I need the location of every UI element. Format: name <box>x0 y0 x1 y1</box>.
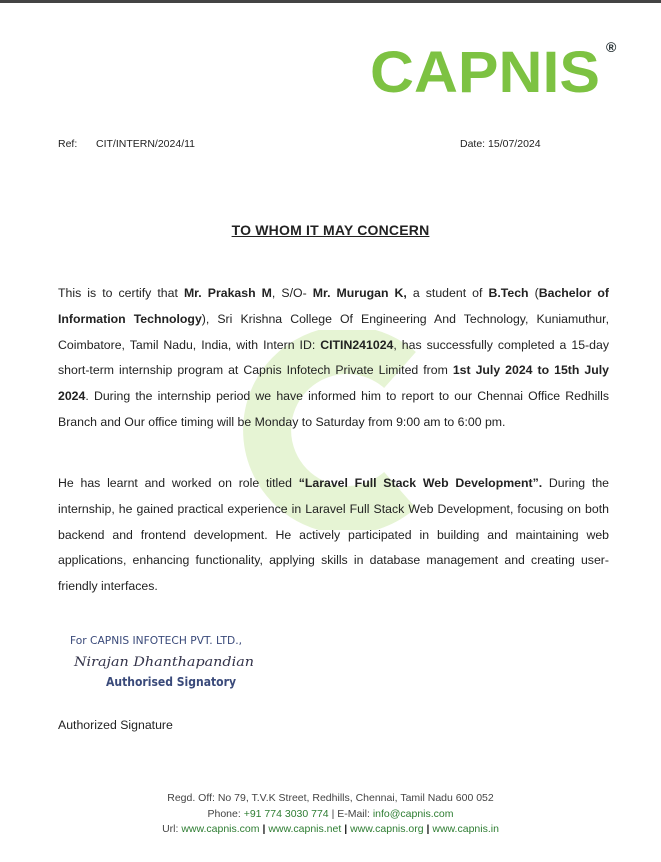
role-title: “Laravel Full Stack Web Development”. <box>298 476 543 490</box>
father-name: Mr. Murugan K, <box>312 286 407 300</box>
top-rule <box>0 0 661 3</box>
p2-text-1: He has learnt and worked on role titled <box>58 476 299 490</box>
reference <box>58 138 195 150</box>
p1-text-5: ), Sri Krishna College Of Engineering And Technology, Kuniamuthur, Coimbatore, Tamil Nadu, India, with Intern ID: <box>58 311 609 352</box>
degree: B.Tech <box>488 286 529 300</box>
intern-id: CITIN241024 <box>320 337 394 352</box>
intern-name: Mr. Prakash M <box>183 286 272 300</box>
p1-text-7: . During the internship period we have informed him to report to our Chennai Office Redhills Branch and Our office timing will be Monday to Saturday from 9:00 am to 6:00 pm. <box>58 389 609 429</box>
url-link-net[interactable]: www.capnis.net <box>268 823 342 835</box>
url-link-in[interactable]: www.capnis.in <box>432 823 499 835</box>
degree-full: Bachelor of Information Technology <box>58 286 610 326</box>
capnis-logo <box>368 34 623 100</box>
url-link-com[interactable]: www.capnis.com <box>181 823 260 835</box>
p1-text-6: , has successfully completed a 15-day short-term internship program at Capnis Infotech Private Limited from <box>58 337 609 378</box>
date-label: Date: <box>460 138 486 150</box>
p1-text-1: This is to certify that <box>58 286 184 300</box>
url-separator: | <box>426 823 430 835</box>
footer <box>0 791 661 838</box>
email-label: E-Mail: <box>337 807 373 820</box>
footer-urls <box>0 822 661 838</box>
p2-text-2: During the internship, he gained practical experience in Laravel Full Stack Web Development, focusing on both backend and frontend development. He actively participated in building and maintaining web applications, enhancing functionality, applying skills in database management and creating user-friendly interfaces. <box>58 476 609 594</box>
url-link-org[interactable]: www.capnis.org <box>350 823 424 835</box>
url-separator: | <box>344 823 348 835</box>
logo-registered-mark: ® <box>606 39 617 55</box>
page-title: TO WHOM IT MAY CONCERN <box>231 222 430 238</box>
date <box>460 138 541 150</box>
url-label: Url: <box>162 823 182 835</box>
stamp-signatory-line: Authorised Signatory <box>106 675 237 689</box>
certificate-paragraph-1 <box>58 281 609 436</box>
p1-text-3: a student of <box>406 286 489 300</box>
url-separator: | <box>262 823 266 835</box>
p1-text-4: ( <box>528 286 539 300</box>
date-value: 15/07/2024 <box>488 138 541 150</box>
p1-text-2: , S/O- <box>271 286 313 300</box>
signatory-stamp <box>70 630 270 692</box>
email-link[interactable]: info@capnis.com <box>372 807 454 820</box>
internship-dates: 1st July 2024 to 15th July 2024 <box>58 363 609 404</box>
handwritten-signature: Nirajan Dhanthapandian <box>72 655 254 670</box>
ref-value: CIT/INTERN/2024/11 <box>96 138 196 150</box>
phone-label: Phone: <box>207 807 244 820</box>
authorized-signature-label: Authorized Signature <box>58 718 173 732</box>
logo-wordmark: CAPNIS <box>370 40 600 100</box>
contact-separator: | <box>328 807 338 820</box>
phone-link[interactable]: +91 774 3030 774 <box>243 807 329 820</box>
footer-address: Regd. Off: No 79, T.V.K Street, Redhills, Chennai, Tamil Nadu 600 052 <box>167 792 494 804</box>
footer-contact <box>0 807 661 823</box>
stamp-company-line: For CAPNIS INFOTECH PVT. LTD., <box>70 634 242 647</box>
certificate-paragraph-2 <box>58 471 609 600</box>
ref-label: Ref: <box>58 138 78 150</box>
